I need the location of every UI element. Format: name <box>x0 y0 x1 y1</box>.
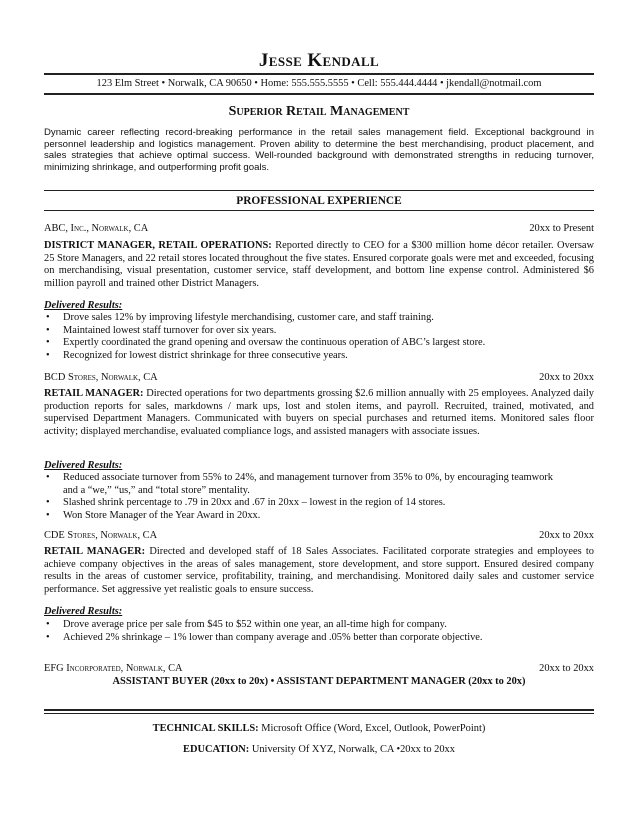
job-roles: ASSISTANT BUYER (20xx to 20x) • ASSISTANT DEPARTMENT MANAGER (20xx to 20x) <box>112 676 526 687</box>
list-item: • Drove sales 12% by improving lifestyle merchandising, customer care, and staff training. <box>44 312 564 325</box>
job-title: DISTRICT MANAGER, RETAIL OPERATIONS: <box>44 240 272 251</box>
list-item: • Expertly coordinated the grand opening and oversaw the continuous operation of ABC’s largest store. <box>44 337 564 350</box>
delivered-results-label: Delivered Results: <box>44 606 123 617</box>
job-description-text: Reported directly to CEO for a $300 million home décor retailer. Oversaw 25 Store Managers, and 22 retail stores located throughout the five states. Ensured corporate goals were met and exceeded, focusing on merchandising, visual presentation, customer service, staff development, and bottom line expense control. Administered $6 million payroll and trained other District Managers. <box>44 240 594 289</box>
skills-label: TECHNICAL SKILLS: <box>152 723 259 734</box>
job-header <box>44 530 594 543</box>
education <box>44 744 594 757</box>
delivered-results-label: Delivered Results: <box>44 300 123 311</box>
job-description <box>44 546 594 596</box>
candidate-name: Jesse Kendall <box>258 50 380 71</box>
section-title-experience: PROFESSIONAL EXPERIENCE <box>236 195 402 207</box>
education-text: University Of XYZ, Norwalk, CA •20xx to 20xx <box>251 744 455 755</box>
list-item: • Won Store Manager of the Year Award in 20xx. <box>44 510 564 523</box>
technical-skills <box>44 723 594 736</box>
results-list <box>44 619 564 644</box>
job-header <box>44 372 594 385</box>
job-dates: 20xx to 20xx <box>539 372 594 383</box>
list-item: • Reduced associate turnover from 55% to 24%, and management turnover from 35% to 0%, by encouraging teamwork and a “we,” “us,” and “total store” mentality. <box>44 472 564 497</box>
footer-rule-bottom <box>44 713 594 714</box>
education-label: EDUCATION: <box>183 744 250 755</box>
contact-line: 123 Elm Street • Norwalk, CA 90650 • Home: 555.555.5555 • Cell: 555.444.4444 • jkendall@notmail.com <box>96 78 542 89</box>
results-list <box>44 312 564 362</box>
company-name: CDE Stores, Norwalk, CA <box>44 530 158 541</box>
skills-text: Microsoft Office (Word, Excel, Outlook, PowerPoint) <box>261 723 486 734</box>
job-title: RETAIL MANAGER: <box>44 546 146 557</box>
header-rule-bottom <box>44 93 594 95</box>
summary-paragraph: Dynamic career reflecting record-breaking performance in the retail sales management field. Exceptional background in personnel leadership and logistics management. Proven ability to determine the best merchandising, product placement, and sales strategies that achieve optimal success. Well-rounded background with demonstrated strengths in reducing turnover, minimizing shrinkage, and outperforming profit goals. <box>44 127 594 173</box>
job-header <box>44 223 594 236</box>
list-item: • Drove average price per sale from $45 to $52 within one year, an all-time high for company. <box>44 619 564 632</box>
section-rule-bottom <box>44 210 594 211</box>
resume-headline: Superior Retail Management <box>228 104 410 119</box>
job-dates: 20xx to 20xx <box>539 530 594 541</box>
job-description-text: Directed operations for two departments grossing $2.6 million annually with 25 employees. Analyzed daily production reports for sales, markdowns / mark ups, lost and stolen items, and payroll. Recruited, trained, motivated, and supervised Department Managers. Communicated with buyers on special purchases and returned items. Monitored sales floor activity; displayed merchandise, evaluated compliance logs, and assisted managers with associate issues. <box>44 388 594 437</box>
section-rule-top <box>44 190 594 191</box>
job-dates: 20xx to 20xx <box>539 663 594 674</box>
company-name: EFG Incorporated, Norwalk, CA <box>44 663 183 674</box>
list-item: • Slashed shrink percentage to .79 in 20xx and .67 in 20xx – lowest in the region of 14 stores. <box>44 497 564 510</box>
delivered-results-label: Delivered Results: <box>44 460 123 471</box>
header-rule-top <box>44 73 594 75</box>
results-list <box>44 472 564 522</box>
list-item: • Maintained lowest staff turnover for over six years. <box>44 325 564 338</box>
job-description <box>44 240 594 290</box>
list-item: • Recognized for lowest district shrinkage for three consecutive years. <box>44 350 564 363</box>
footer-rule-top <box>44 709 594 711</box>
job-description <box>44 388 594 438</box>
company-name: BCD Stores, Norwalk, CA <box>44 372 158 383</box>
job-title: RETAIL MANAGER: <box>44 388 144 399</box>
job-header <box>44 663 594 676</box>
company-name: ABC, Inc., Norwalk, CA <box>44 223 149 234</box>
job-dates: 20xx to Present <box>529 223 594 234</box>
job-description-text: Directed and developed staff of 18 Sales Associates. Facilitated corporate strategies and employees to achieve company objectives in the areas of sales management, store development, and store support. Ensured desired company results in the areas of customer service, profitability, training, and merchandising. Monitored daily sales and customer service performance. Set aggressive yet realistic goals to ensure success. <box>44 546 594 595</box>
list-item: • Achieved 2% shrinkage – 1% lower than company average and .05% better than corporate objective. <box>44 632 564 645</box>
